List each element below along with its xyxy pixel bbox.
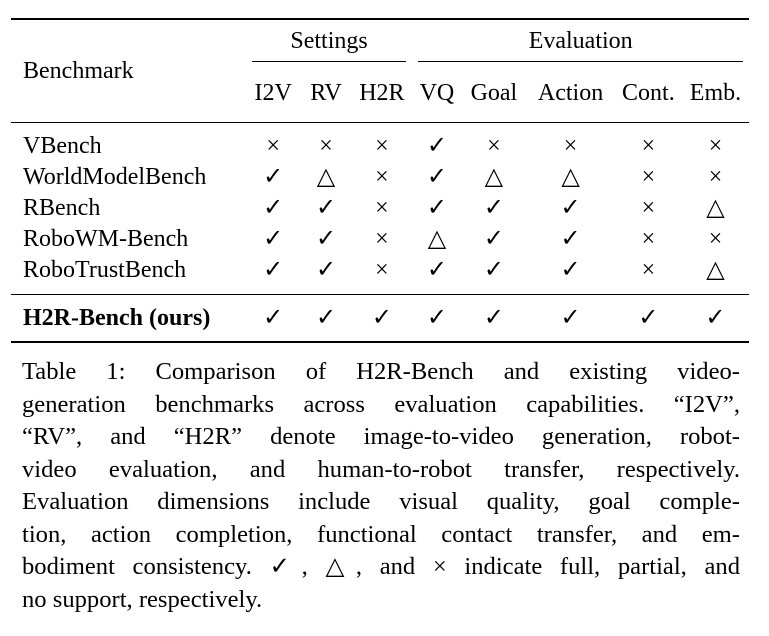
table-cell-mark: × <box>641 195 656 221</box>
caption-line: tion, action completion, functional contact transfer, and em- <box>22 520 740 548</box>
caption-line: no support, respectively. <box>22 585 263 613</box>
table-cell-mark: △ <box>484 164 504 190</box>
table-cell-mark: ✓ <box>638 304 659 331</box>
caption-line: “RV”, and “H2R” denote image-to-video generation, robot- <box>22 423 740 450</box>
table-cell-mark: ✓ <box>426 133 447 159</box>
evaluation-group-header <box>412 19 749 70</box>
table-cell-mark: △ <box>427 226 447 252</box>
table-cell-mark: × <box>708 226 723 252</box>
ours-row <box>11 295 749 343</box>
table-cell-mark: ✓ <box>560 257 581 283</box>
column-header-action: Action <box>537 79 604 106</box>
settings-group-header <box>246 19 413 70</box>
table-cell-mark: × <box>641 164 656 190</box>
table-cell-mark: × <box>563 133 578 159</box>
benchmark-name: VBench <box>23 133 102 159</box>
table-cell-mark: × <box>641 226 656 252</box>
table-cell-mark: ✓ <box>483 226 504 252</box>
table-cell-mark: × <box>708 133 723 159</box>
caption-line: bodiment consistency. ✓, △, and × indicate full, partial, and <box>22 553 740 580</box>
table-cell-mark: ✓ <box>315 304 337 331</box>
table-cell-mark: × <box>641 133 656 159</box>
table-cell-mark: ✓ <box>263 304 284 331</box>
table-cell-mark: △ <box>561 164 580 190</box>
table-cell-mark: ✓ <box>263 226 284 252</box>
column-header-emb: Emb. <box>689 79 742 106</box>
benchmark-name: RBench <box>23 195 101 221</box>
column-header-goal: Goal <box>470 79 518 106</box>
table-cell-mark: ✓ <box>560 226 581 252</box>
settings-group-rule <box>252 61 407 62</box>
caption-line: Table 1: Comparison of H2R-Bench and existing video- <box>22 358 740 385</box>
table-cell-mark: ✓ <box>263 164 284 190</box>
table-row <box>11 123 749 163</box>
table-cell-mark: × <box>375 226 389 252</box>
table-cell-mark: × <box>375 133 389 159</box>
evaluation-group-text: Evaluation <box>528 28 633 54</box>
table-cell-mark: ✓ <box>263 257 284 283</box>
column-header-cont: Cont. <box>622 79 675 106</box>
table-cell-mark: △ <box>316 164 336 190</box>
table-cell-mark: × <box>641 257 656 283</box>
table-cell-mark: △ <box>706 257 725 283</box>
caption-line: Evaluation dimensions include visual quality, goal comple- <box>22 488 740 515</box>
settings-group-text: Settings <box>290 28 368 54</box>
table-cell-mark: ✓ <box>426 304 447 331</box>
table-row <box>11 224 749 255</box>
table-cell-mark: ✓ <box>560 304 581 331</box>
table-cell-mark: × <box>319 133 333 159</box>
table-cell-mark: × <box>375 257 389 283</box>
table-cell-mark: ✓ <box>315 195 337 221</box>
table-cell-mark: ✓ <box>426 257 447 283</box>
table-cell-mark: ✓ <box>560 195 581 221</box>
evaluation-group-rule <box>418 61 743 62</box>
comparison-table <box>11 18 749 343</box>
caption-line: video evaluation, and human-to-robot transfer, respectively. <box>22 455 740 483</box>
table-cell-mark: × <box>487 133 501 159</box>
table-cell-mark: ✓ <box>315 226 337 252</box>
table-cell-mark: ✓ <box>315 257 337 283</box>
table-cell-mark: ✓ <box>483 304 504 331</box>
column-header-rv: RV <box>310 79 342 106</box>
benchmark-name: RoboTrustBench <box>23 257 187 283</box>
evaluation-group-label <box>529 28 633 55</box>
table-cell-mark: ✓ <box>426 195 447 221</box>
table-row <box>11 162 749 193</box>
table-cell-mark: × <box>266 133 280 159</box>
column-header-vq: VQ <box>419 79 455 106</box>
table-cell-mark: × <box>375 164 389 190</box>
column-header-i2v: I2V <box>254 79 292 106</box>
table-cell-mark: ✓ <box>483 257 504 283</box>
benchmark-name: WorldModelBench <box>23 164 207 190</box>
table-cell-mark: × <box>708 164 723 190</box>
table-cell-mark: ✓ <box>483 195 504 221</box>
header-group-row <box>11 19 749 70</box>
table-cell-mark: ✓ <box>426 164 447 190</box>
comparison-table-container <box>11 18 749 343</box>
benchmark-name: RoboWM-Bench <box>23 226 189 252</box>
table-cell-mark: ✓ <box>371 304 392 331</box>
table-row <box>11 255 749 295</box>
table-cell-mark: △ <box>706 195 725 221</box>
column-header-h2r: H2R <box>359 79 405 106</box>
caption-line: generation benchmarks across evaluation capabilities. “I2V”, <box>22 390 740 418</box>
benchmark-header: Benchmark <box>23 57 134 84</box>
settings-group-label <box>290 28 367 55</box>
table-cell-mark: ✓ <box>263 195 284 221</box>
table-row <box>11 193 749 224</box>
table-cell-mark: × <box>375 195 389 221</box>
table-cell-mark: ✓ <box>705 304 726 331</box>
table-caption <box>22 356 740 616</box>
benchmark-name-ours: H2R-Bench (ours) <box>23 304 211 331</box>
